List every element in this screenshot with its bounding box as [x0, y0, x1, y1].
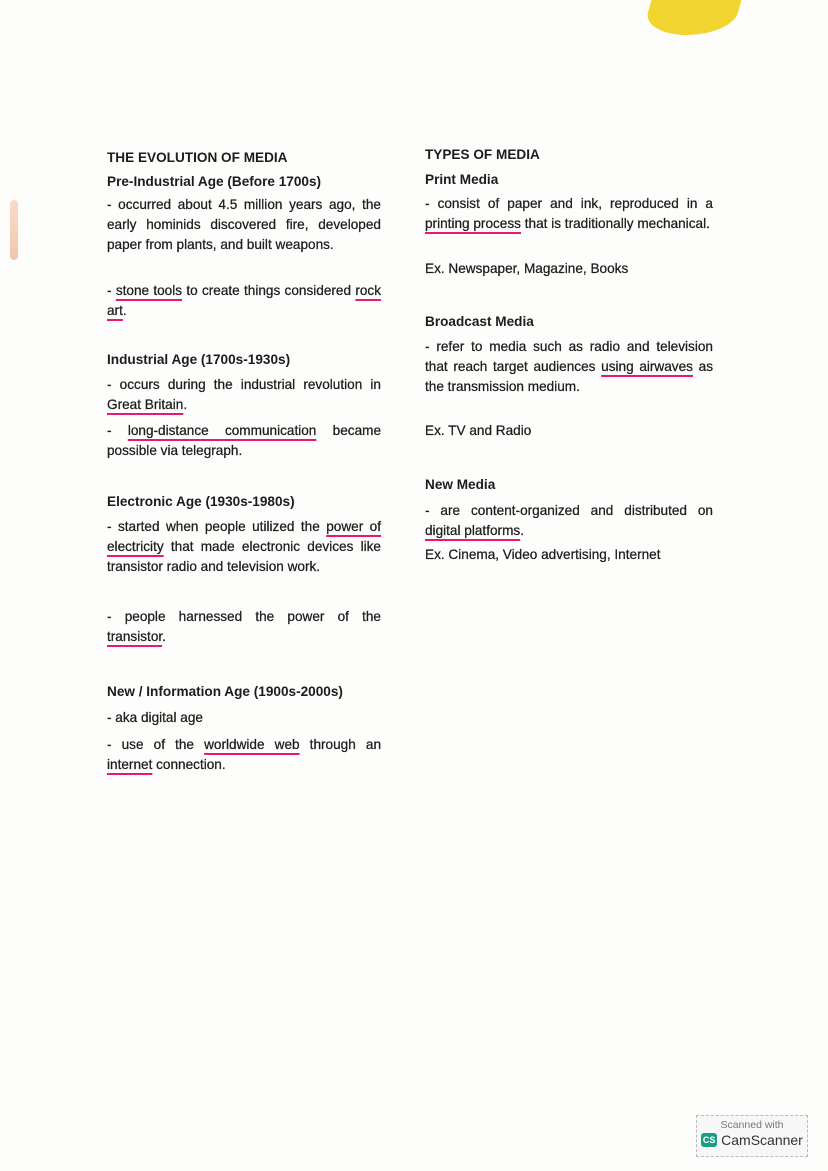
text-run: Ex. Cinema, Video advertising, Internet	[425, 547, 661, 562]
paragraph	[107, 375, 381, 415]
highlighted-term: printing process	[425, 216, 521, 231]
text-run: -	[107, 283, 116, 298]
text-run: .	[162, 629, 166, 644]
highlighted-term: power of electricity	[107, 519, 381, 554]
highlighted-term: using airwaves	[601, 359, 693, 374]
paragraph	[107, 421, 381, 461]
section-heading: New / Information Age (1900s-2000s)	[107, 684, 343, 699]
paragraph	[425, 337, 713, 397]
text-run: - occurred about 4.5 million years ago, the early hominids discovered fire, developed paper from plants, and built weapons.	[107, 197, 381, 252]
paragraph	[107, 708, 381, 728]
watermark-brand: CamScanner	[721, 1132, 803, 1148]
paragraph	[107, 607, 381, 647]
text-run: through an	[299, 737, 382, 752]
text-run: - refer to media such as radio and television that reach target audiences	[425, 339, 713, 374]
highlighted-term: rock art	[107, 283, 382, 318]
highlighted-term: stone tools	[115, 283, 183, 298]
section-heading: Print Media	[425, 172, 499, 187]
section-heading: New Media	[425, 477, 496, 492]
highlighted-term: long-distance communication	[127, 423, 317, 438]
paragraph	[107, 517, 381, 577]
yellow-sticky-corner	[642, 0, 744, 35]
paragraph	[425, 421, 713, 441]
text-run: -	[107, 423, 128, 438]
text-run: became possible via telegraph.	[107, 423, 382, 458]
section-heading: Electronic Age (1930s-1980s)	[107, 494, 295, 509]
highlighted-term: internet	[107, 757, 153, 772]
text-run: as the transmission medium.	[425, 359, 714, 394]
text-run: - started when people utilized the	[107, 519, 327, 534]
text-run: connection.	[152, 757, 226, 772]
paragraph	[107, 195, 381, 255]
watermark-caption: Scanned with	[720, 1119, 784, 1131]
text-run: .	[122, 303, 127, 318]
paragraph	[107, 281, 381, 321]
paragraph	[425, 545, 713, 565]
camscanner-logo-icon: CS	[702, 1135, 716, 1145]
paper-stain	[10, 200, 18, 260]
paragraph	[425, 501, 713, 541]
section-heading: THE EVOLUTION OF MEDIA	[107, 150, 288, 165]
text-run: .	[183, 397, 188, 412]
text-run: - are content-organized and distributed on	[425, 503, 713, 518]
section-heading: TYPES OF MEDIA	[425, 147, 540, 162]
text-run: Ex. TV and Radio	[425, 423, 532, 438]
paragraph	[425, 259, 713, 279]
text-run: - people harnessed the power of the	[107, 609, 381, 624]
text-run: to create things considered	[182, 283, 356, 298]
section-heading: Industrial Age (1700s-1930s)	[107, 352, 291, 367]
text-run: - use of the	[107, 737, 205, 752]
camscanner-watermark	[696, 1115, 808, 1157]
highlighted-term: Great Britain	[107, 397, 184, 412]
paragraph	[107, 735, 381, 775]
paragraph	[425, 194, 713, 234]
section-heading: Broadcast Media	[425, 314, 534, 329]
text-run: - aka digital age	[107, 710, 203, 725]
text-run: - occurs during the industrial revolution in	[107, 377, 381, 392]
text-run: that made electronic devices like transistor radio and television work.	[107, 539, 381, 574]
highlighted-term: transistor	[107, 629, 163, 644]
text-run: Ex. Newspaper, Magazine, Books	[425, 261, 629, 276]
highlighted-term: worldwide web	[204, 737, 300, 752]
highlighted-term: digital platforms	[425, 523, 521, 538]
text-run: that is traditionally mechanical.	[520, 216, 710, 231]
section-heading: Pre-Industrial Age (Before 1700s)	[107, 174, 322, 189]
text-run: .	[520, 523, 524, 538]
text-run: - consist of paper and ink, reproduced in a	[425, 196, 713, 211]
